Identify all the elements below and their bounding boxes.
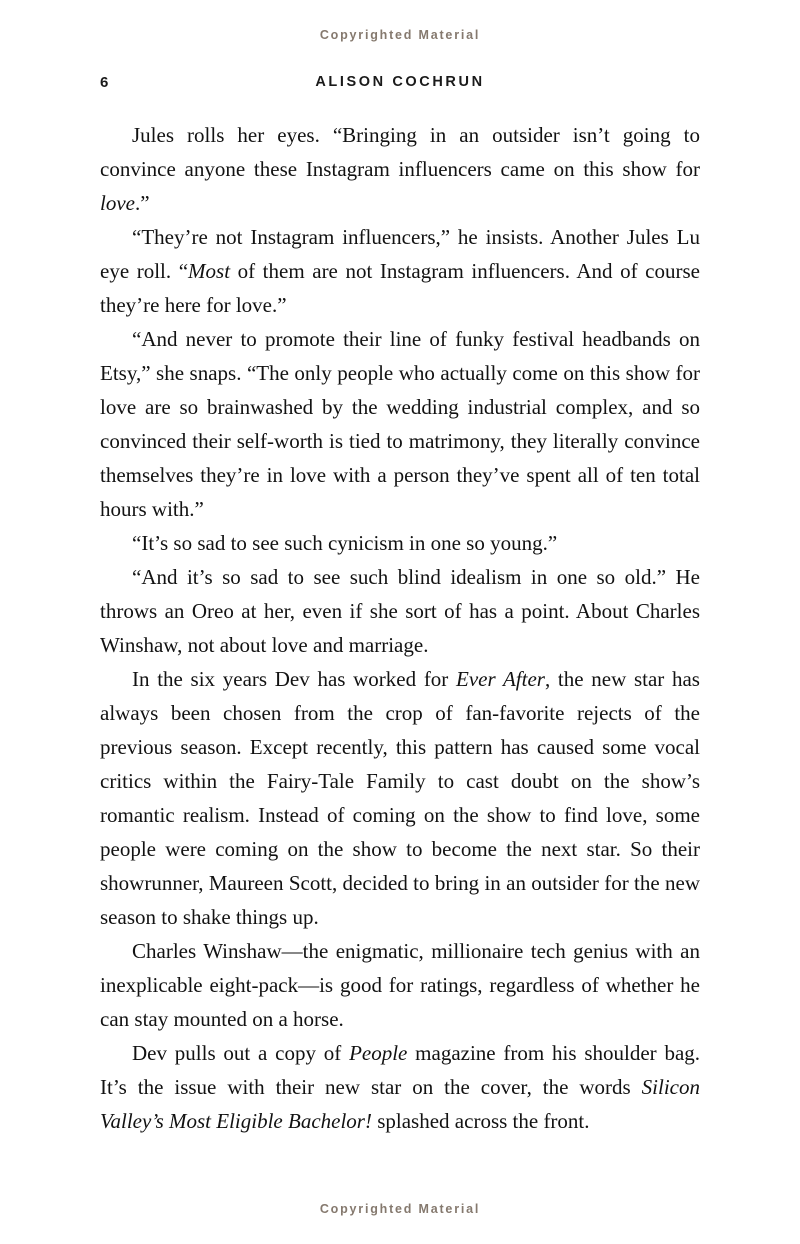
paragraph [100,1036,700,1138]
text-run: Charles Winshaw—the enigmatic, millionaire tech genius with an inexplicable eight-pack—is good for ratings, regardless of whether he can stay mounted on a horse. [100,939,700,1031]
paragraph [100,322,700,526]
text-run: Dev pulls out a copy of [132,1041,350,1065]
text-run: “And never to promote their line of funky festival headbands on Etsy,” she snaps. “The only people who actually come on this show for love are so brainwashed by the wedding industrial complex, and so convinced their self-worth is tied to matrimony, they literally convince themselves they’re in love with a person they’ve spent all of ten total hours with.” [100,327,700,521]
italic-text-run: love [100,191,135,215]
page-body [100,118,700,1138]
text-run: “They’re not Instagram influencers,” he insists. Another Jules Lu eye roll. “ [100,225,700,283]
page-header [100,74,700,94]
paragraph [100,560,700,662]
text-run: splashed across the front. [371,1109,590,1133]
page-number: 6 [100,74,109,91]
text-run: of them are not Instagram influencers. And of course they’re here for love.” [100,259,700,317]
paragraph [100,118,700,220]
italic-text-run: Ever After [456,667,545,691]
paragraph [100,934,700,1036]
paragraph [100,662,700,934]
paragraph [100,526,700,560]
running-head: ALISON COCHRUN [315,74,485,90]
copyright-notice-top: Copyrighted Material [319,28,481,42]
text-run: “And it’s so sad to see such blind idealism in one so old.” He throws an Oreo at her, even if she sort of has a point. About Charles Winshaw, not about love and marriage. [100,565,700,657]
italic-text-run: Silicon Valley’s Most Eligible Bachelor! [100,1075,700,1133]
text-run: Jules rolls her eyes. “Bringing in an outsider isn’t going to convince anyone these Instagram influencers came on this show for [100,123,700,181]
italic-text-run: People [349,1041,408,1065]
text-run: , the new star has always been chosen from the crop of fan-favorite rejects of the previous season. Except recently, this pattern has caused some vocal critics within the Fairy-Tale Family to cast doubt on the show’s romantic realism. Instead of coming on the show to find love, some people were coming on the show to become the next star. So their showrunner, Maureen Scott, decided to bring in an outsider for the new season to shake things up. [100,667,700,929]
text-run: In the six years Dev has worked for [132,667,457,691]
paragraph [100,220,700,322]
text-run: magazine from his shoulder bag. It’s the issue with their new star on the cover, the words [100,1041,701,1099]
italic-text-run: Most [188,259,231,283]
text-run: .” [134,191,150,215]
copyright-notice-bottom: Copyrighted Material [319,1202,481,1216]
text-run: “It’s so sad to see such cynicism in one so young.” [132,531,558,555]
